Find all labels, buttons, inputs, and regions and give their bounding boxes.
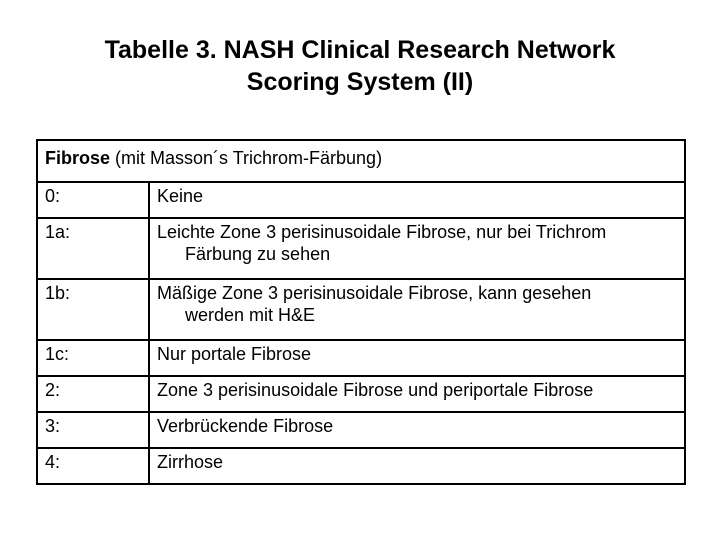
title-line-2: Scoring System (II) — [246, 68, 474, 96]
score-description-cell — [149, 182, 685, 218]
description-line: Nur portale Fibrose — [157, 344, 312, 364]
description-line: Mäßige Zone 3 perisinusoidale Fibrose, kann gesehen — [157, 283, 592, 303]
score-code-cell: 1a: — [37, 218, 149, 279]
table-row — [37, 448, 685, 484]
table-row — [37, 412, 685, 448]
description-line: Zirrhose — [157, 452, 224, 472]
page-title — [0, 34, 720, 98]
header-bold-label: Fibrose — [45, 148, 111, 168]
score-code-cell: 0: — [37, 182, 149, 218]
table-row — [37, 376, 685, 412]
description-line: Leichte Zone 3 perisinusoidale Fibrose, nur bei Trichrom — [157, 222, 607, 242]
title-line-1: Tabelle 3. NASH Clinical Research Network — [104, 36, 616, 64]
description-line: Verbrückende Fibrose — [157, 416, 334, 436]
table-row — [37, 279, 685, 340]
description-continuation-line: Färbung zu sehen — [185, 244, 331, 264]
score-description-cell — [149, 218, 685, 279]
table-row — [37, 340, 685, 376]
score-code-cell: 1c: — [37, 340, 149, 376]
score-description-cell — [149, 279, 685, 340]
score-description-cell — [149, 340, 685, 376]
description-line: Zone 3 perisinusoidale Fibrose und periportale Fibrose — [157, 380, 594, 400]
table-header-cell — [37, 140, 685, 182]
table-row — [37, 218, 685, 279]
score-code-cell: 2: — [37, 376, 149, 412]
score-code-cell: 1b: — [37, 279, 149, 340]
score-description-cell — [149, 448, 685, 484]
score-code-cell: 3: — [37, 412, 149, 448]
description-line: Keine — [157, 186, 204, 206]
score-code-cell: 4: — [37, 448, 149, 484]
table-header-row — [37, 140, 685, 182]
score-description-cell — [149, 376, 685, 412]
description-continuation-line: werden mit H&E — [185, 305, 316, 325]
fibrosis-score-table — [36, 139, 686, 485]
table-row — [37, 182, 685, 218]
header-rest-label: (mit Masson´s Trichrom-Färbung) — [110, 148, 383, 168]
score-description-cell — [149, 412, 685, 448]
